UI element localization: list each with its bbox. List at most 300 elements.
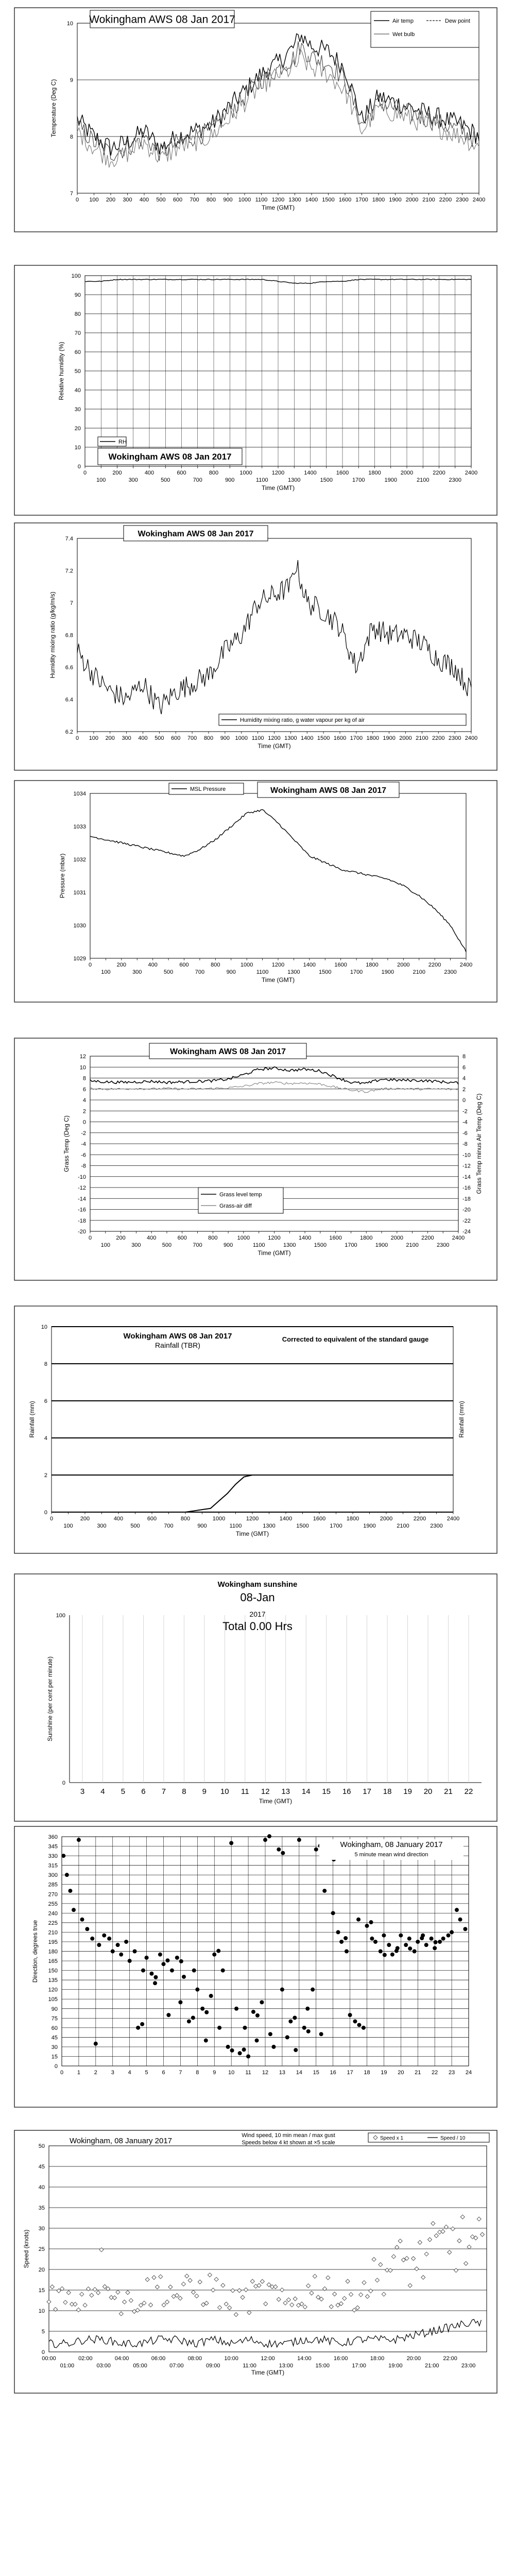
x-tick-label: 17 [347,2070,353,2076]
y-tick-label: 90 [74,292,81,298]
grass-temp-chart [63,1043,483,1257]
chart-year: 2017 [249,1610,266,1618]
direction-point [463,1927,467,1931]
y-tick-label: -6 [81,1152,86,1159]
y-axis-label: Relative humidity (%) [58,342,65,400]
x-tick-label: 300 [132,969,142,975]
x-tick-label: 2400 [447,1516,460,1522]
x-tick-label: 1000 [212,1516,226,1522]
x-tick-label: 700 [193,1242,202,1248]
y-tick-label: 40 [38,2184,45,2191]
direction-point [285,2035,289,2039]
direction-point [348,2013,352,2017]
x-tick-label: 1100 [255,477,268,483]
y-tick-label: 45 [38,2164,45,2170]
direction-point [455,1908,459,1912]
x-tick-label: 2100 [397,1523,409,1529]
x-tick-label: 16 [330,2070,336,2076]
y-tick-label: 80 [74,311,81,317]
chart-note: Corrected to equivalent of the standard gauge [282,1335,429,1343]
x-tick-label: 1000 [240,962,253,968]
direction-point [246,2054,250,2058]
x-tick-label: 2400 [459,962,473,968]
direction-point [153,1981,157,1985]
y-tick-label: 0 [54,2063,58,2070]
x-tick-label: 2200 [428,962,441,968]
direction-point [191,2015,195,2020]
y-tick-label: 165 [48,1958,58,1965]
x-tick-label: 1000 [239,470,252,476]
x-tick-label: 300 [97,1523,107,1529]
x-tick-label: 11 [245,2070,251,2076]
mixing-ratio-chart [49,526,477,750]
x-tick-label: 1500 [320,477,333,483]
x-tick-label: 1600 [329,1235,342,1241]
x-tick-label: 16 [342,1787,351,1796]
x-tick-label: 100 [96,477,106,483]
x-axis-label: Time (GMT) [251,2369,285,2376]
x-tick-label: 1 [77,2070,80,2076]
direction-point [319,2032,323,2036]
x-tick-label: 1100 [229,1523,242,1529]
x-tick-label: 1300 [288,197,301,203]
x-tick-label: 6 [141,1787,146,1796]
direction-point [255,2039,259,2043]
y-tick-label: 8 [82,1075,86,1082]
chart-title: Wokingham, 08 January 2017 [70,2137,173,2145]
direction-point [434,1940,438,1944]
x-tick-label: 03:00 [96,2363,111,2369]
x-tick-label: 1600 [336,470,349,476]
direction-point [170,1969,174,1973]
plot-area [77,538,471,732]
x-tick-label: 24 [465,2070,472,2076]
y-tick-label: 50 [74,368,81,375]
y-tick-label: -14 [78,1196,86,1202]
y-tick-label: 1030 [73,923,86,929]
x-tick-label: 22 [464,1787,473,1796]
direction-point [294,2048,298,2052]
direction-point [383,1953,387,1957]
direction-point [441,1937,445,1941]
direction-point [293,2015,297,2020]
direction-point [192,1969,196,1973]
y-tick-label: -12 [78,1185,86,1191]
y-tick-label: 25 [38,2246,45,2252]
rainfall-chart [28,1324,465,1537]
direction-point [200,2007,204,2011]
y-tick-label: 1034 [73,791,86,797]
y-tick-label: 135 [48,1977,58,1984]
x-tick-label: 1600 [333,735,347,741]
y2-tick-label: -24 [462,1229,471,1235]
x-tick-label: 300 [122,735,131,741]
x-tick-label: 7 [161,1787,166,1796]
chart-subtitle: 08-Jan [240,1591,275,1604]
direction-point [141,1969,145,1973]
x-tick-label: 14 [301,1787,311,1796]
x-axis-label: Time (GMT) [261,204,295,211]
x-tick-label: 18 [383,1787,392,1796]
x-tick-label: 15 [322,1787,331,1796]
x-tick-label: 300 [128,477,138,483]
x-tick-label: 1300 [284,735,297,741]
y-tick-label: 330 [48,1853,58,1860]
x-tick-label: 1900 [384,477,397,483]
y-axis-label: Direction, degrees true [31,1920,39,1983]
x-tick-label: 21 [415,2070,421,2076]
direction-point [119,1953,123,1957]
y2-tick-label: 2 [462,1086,466,1093]
x-tick-label: 1300 [287,969,300,975]
x-tick-label: 2400 [465,735,478,741]
y2-tick-label: -12 [462,1163,471,1170]
direction-point [306,2029,311,2033]
direction-point [209,1994,213,1998]
legend-label: Grass level temp [219,1192,262,1198]
y2-tick-label: -16 [462,1185,471,1191]
x-tick-label: 18 [364,2070,370,2076]
y-tick-label: -8 [81,1163,86,1170]
y2-tick-label: 4 [462,1075,466,1082]
direction-point [260,2000,264,2004]
x-tick-label: 1500 [296,1523,309,1529]
x-tick-label: 1100 [252,1242,265,1248]
y-tick-label: 2 [44,1472,47,1479]
x-tick-label: 400 [139,197,149,203]
x-tick-label: 600 [173,197,183,203]
direction-point [458,1918,462,1922]
y-tick-label: 4 [44,1435,47,1442]
x-tick-label: 18:00 [370,2355,385,2362]
direction-point [416,1940,420,1944]
y-tick-label: 70 [74,330,81,336]
x-tick-label: 19:00 [388,2363,403,2369]
y-tick-label: 30 [51,2044,58,2050]
direction-point [97,1943,101,1947]
y-tick-label: 7.2 [65,568,73,574]
x-tick-label: 1500 [314,1242,327,1248]
x-tick-label: 14 [296,2070,302,2076]
x-tick-label: 900 [223,1242,233,1248]
chart-subtitle: 5 minute mean wind direction [354,1852,428,1858]
direction-point [216,1949,220,1953]
y-tick-label: 100 [56,1613,65,1619]
x-tick-label: 300 [123,197,132,203]
x-tick-label: 19 [403,1787,412,1796]
direction-point [212,1953,216,1957]
y-tick-label: 255 [48,1901,58,1907]
chart-note: Wind speed, 10 min mean / max gust [242,2132,335,2139]
x-tick-label: 10 [228,2070,235,2076]
x-tick-label: 2200 [433,470,445,476]
x-tick-label: 1300 [263,1523,276,1529]
legend-label: Dew point [445,18,470,24]
direction-point [302,2026,306,2030]
x-tick-label: 0 [88,1235,92,1241]
direction-point [280,1988,284,1992]
x-tick-label: 600 [171,735,181,741]
direction-point [61,1854,65,1858]
plot-area [90,793,466,958]
y-tick-label: 8 [44,1361,47,1367]
direction-point [187,2019,191,2023]
x-tick-label: 1100 [256,969,269,975]
x-tick-label: 2000 [400,470,414,476]
y-tick-label: -16 [78,1207,86,1213]
x-tick-label: 11:00 [243,2363,256,2369]
y-tick-label: 210 [48,1929,58,1936]
x-tick-label: 15 [313,2070,319,2076]
x-tick-label: 22:00 [443,2355,457,2362]
direction-point [370,1937,374,1941]
direction-point [421,1934,425,1938]
x-tick-label: 2100 [416,735,428,741]
y-tick-label: 1033 [73,824,86,830]
y2-tick-label: -10 [462,1152,471,1159]
x-tick-label: 1400 [304,470,317,476]
x-tick-label: 800 [203,735,214,741]
x-tick-label: 600 [147,1516,157,1522]
x-tick-label: 400 [138,735,148,741]
legend-label: Speed / 10 [440,2136,466,2141]
x-tick-label: 200 [116,1235,126,1241]
direction-point [90,1937,94,1941]
direction-point [140,2022,144,2026]
y-tick-label: 4 [82,1097,86,1104]
x-tick-label: 200 [112,470,122,476]
x-tick-label: 700 [193,477,202,483]
x-tick-label: 12:00 [261,2355,275,2362]
y-tick-label: 0 [77,464,81,470]
y-tick-label: 195 [48,1939,58,1945]
x-tick-label: 10 [220,1787,229,1796]
x-tick-label: 17 [363,1787,371,1796]
y-tick-label: 150 [48,1968,58,1974]
x-tick-label: 14:00 [297,2355,312,2362]
x-tick-label: 2 [94,2070,97,2076]
y-axis-label: Speed (knots) [23,2229,30,2268]
x-axis-label: Time (GMT) [259,1798,293,1805]
x-tick-label: 500 [161,477,170,483]
x-tick-label: 2300 [444,969,457,975]
x-tick-label: 2100 [422,197,435,203]
x-tick-label: 2400 [452,1235,465,1241]
direction-point [387,1943,391,1947]
direction-point [251,2010,255,2014]
y-tick-label: 6.4 [65,697,73,703]
direction-point [204,2039,208,2043]
x-tick-label: 800 [208,1235,218,1241]
x-tick-label: 20 [423,1787,433,1796]
x-tick-label: 100 [89,197,99,203]
legend-label: Air temp [392,18,414,24]
direction-point [433,1946,437,1950]
chart-title: Wokingham, 08 January 2017 [340,1840,443,1849]
x-tick-label: 1500 [322,197,335,203]
y-tick-label: 1031 [73,890,86,896]
x-tick-label: 400 [113,1516,124,1522]
y-tick-label: 315 [48,1862,58,1869]
y-tick-label: 6 [82,1086,86,1093]
x-tick-label: 100 [100,1242,110,1248]
x-tick-label: 3 [80,1787,85,1796]
y-tick-label: 15 [38,2287,45,2294]
x-tick-label: 900 [225,477,235,483]
y2-tick-label: -22 [462,1217,471,1224]
x-tick-label: 2300 [448,735,461,741]
y-tick-label: 7 [70,600,73,606]
x-tick-label: 2300 [430,1523,443,1529]
y-tick-label: 6.6 [65,665,73,671]
x-tick-label: 21:00 [424,2363,439,2369]
x-tick-label: 10:00 [224,2355,238,2362]
x-tick-label: 02:00 [78,2355,93,2362]
x-tick-label: 500 [156,197,166,203]
x-tick-label: 2300 [456,197,469,203]
x-tick-label: 1700 [350,969,363,975]
direction-point [430,1937,434,1941]
direction-point [116,1943,120,1947]
x-axis-label: Time (GMT) [258,1249,291,1257]
y-tick-label: 10 [66,21,73,27]
x-tick-label: 15:00 [315,2363,330,2369]
direction-point [94,2042,98,2046]
x-tick-label: 1000 [238,197,251,203]
y-tick-label: 15 [51,2054,58,2060]
direction-point [357,2023,361,2027]
direction-point [288,2019,293,2023]
x-tick-label: 2200 [413,1516,426,1522]
direction-point [153,1975,158,1979]
y-tick-label: 60 [51,2025,58,2031]
x-tick-label: 23:00 [461,2363,476,2369]
y-tick-label: -20 [78,1229,86,1235]
x-tick-label: 1800 [366,735,379,741]
x-tick-label: 1200 [268,1235,281,1241]
x-tick-label: 1200 [271,962,285,968]
y2-tick-label: -4 [462,1119,468,1126]
x-tick-label: 0 [75,735,79,741]
x-tick-label: 500 [154,735,164,741]
y2-tick-label: -8 [462,1141,468,1147]
x-tick-label: 2300 [436,1242,450,1248]
x-tick-label: 5 [121,1787,126,1796]
direction-point [175,1956,179,1960]
legend-box [371,11,479,47]
y2-tick-label: -14 [462,1174,471,1180]
y2-tick-label: 6 [462,1064,466,1071]
y-tick-label: 9 [70,77,73,83]
direction-point [379,1950,383,1954]
y-tick-label: 35 [38,2205,45,2211]
wind-direction-chart [31,1834,472,2076]
y-tick-label: 5 [41,2329,45,2335]
x-tick-label: 200 [116,962,127,968]
direction-point [413,1950,417,1954]
x-tick-label: 900 [197,1523,207,1529]
y-axis-label: Pressure (mbar) [59,853,66,899]
x-axis-label: Time (GMT) [261,484,295,492]
direction-point [331,1911,335,1915]
y2-axis-label: Grass Temp minus Air Temp (Deg C) [475,1093,483,1194]
x-tick-label: 13 [279,2070,286,2076]
direction-point [255,2013,260,2018]
direction-point [77,1838,81,1842]
x-tick-label: 100 [101,969,111,975]
y-tick-label: 345 [48,1843,58,1850]
y-tick-label: 20 [38,2267,45,2273]
x-tick-label: 1900 [363,1523,376,1529]
y-tick-label: 45 [51,2035,58,2041]
x-tick-label: 1600 [334,962,347,968]
y-axis-label: Rainfall (mm) [28,1401,36,1438]
x-tick-label: 1900 [389,197,402,203]
y-tick-label: 7.4 [65,536,73,542]
y-tick-label: 7 [70,191,73,197]
y-tick-label: 6.2 [65,729,73,735]
y-tick-label: 360 [48,1834,58,1840]
x-tick-label: 17:00 [352,2363,366,2369]
direction-point [179,1959,183,1963]
direction-point [111,1950,115,1954]
direction-point [234,2007,238,2011]
x-tick-label: 2400 [472,197,486,203]
x-tick-label: 1400 [298,1235,312,1241]
x-tick-label: 100 [63,1523,73,1529]
direction-point [133,1950,137,1954]
x-tick-label: 20:00 [406,2355,421,2362]
y-tick-label: 285 [48,1882,58,1888]
direction-point [424,1943,428,1947]
y-tick-label: 300 [48,1872,58,1879]
x-tick-label: 400 [146,1235,157,1241]
x-tick-label: 2000 [397,962,410,968]
direction-point [238,2051,242,2055]
x-tick-label: 900 [226,969,236,975]
x-axis-label: Time (GMT) [235,1530,269,1537]
direction-point [305,2007,310,2011]
direction-point [195,1988,199,1992]
x-tick-label: 900 [220,735,230,741]
x-tick-label: 1600 [313,1516,326,1522]
chart-title: Wokingham AWS 08 Jan 2017 [123,1332,232,1341]
direction-point [311,1988,315,1992]
direction-point [268,2032,272,2036]
x-tick-label: 2200 [421,1235,434,1241]
y-tick-label: 100 [71,273,81,279]
y2-tick-label: -18 [462,1196,471,1202]
y-tick-label: 6.8 [65,632,73,639]
direction-point [158,1953,162,1957]
chart-note: Speeds below 4 kt shown at ×5 scale [242,2140,335,2146]
y-axis-label: Grass Temp (Deg C) [63,1115,70,1172]
direction-point [230,2048,234,2053]
x-tick-label: 1500 [319,969,332,975]
x-tick-label: 1100 [255,197,268,203]
chart-title: Wokingham AWS 08 Jan 2017 [108,452,232,462]
y-axis-label: Humidity mixing ratio (g/kg/m/s) [49,591,56,679]
x-tick-label: 1900 [381,969,394,975]
x-tick-label: 1800 [372,197,385,203]
x-tick-label: 500 [130,1523,140,1529]
direction-point [399,1934,403,1938]
y-tick-label: 105 [48,1996,58,2003]
x-tick-label: 1700 [330,1523,342,1529]
x-tick-label: 1000 [235,735,248,741]
direction-point [229,1841,233,1845]
chart-title: Wokingham AWS 08 Jan 2017 [270,786,386,795]
